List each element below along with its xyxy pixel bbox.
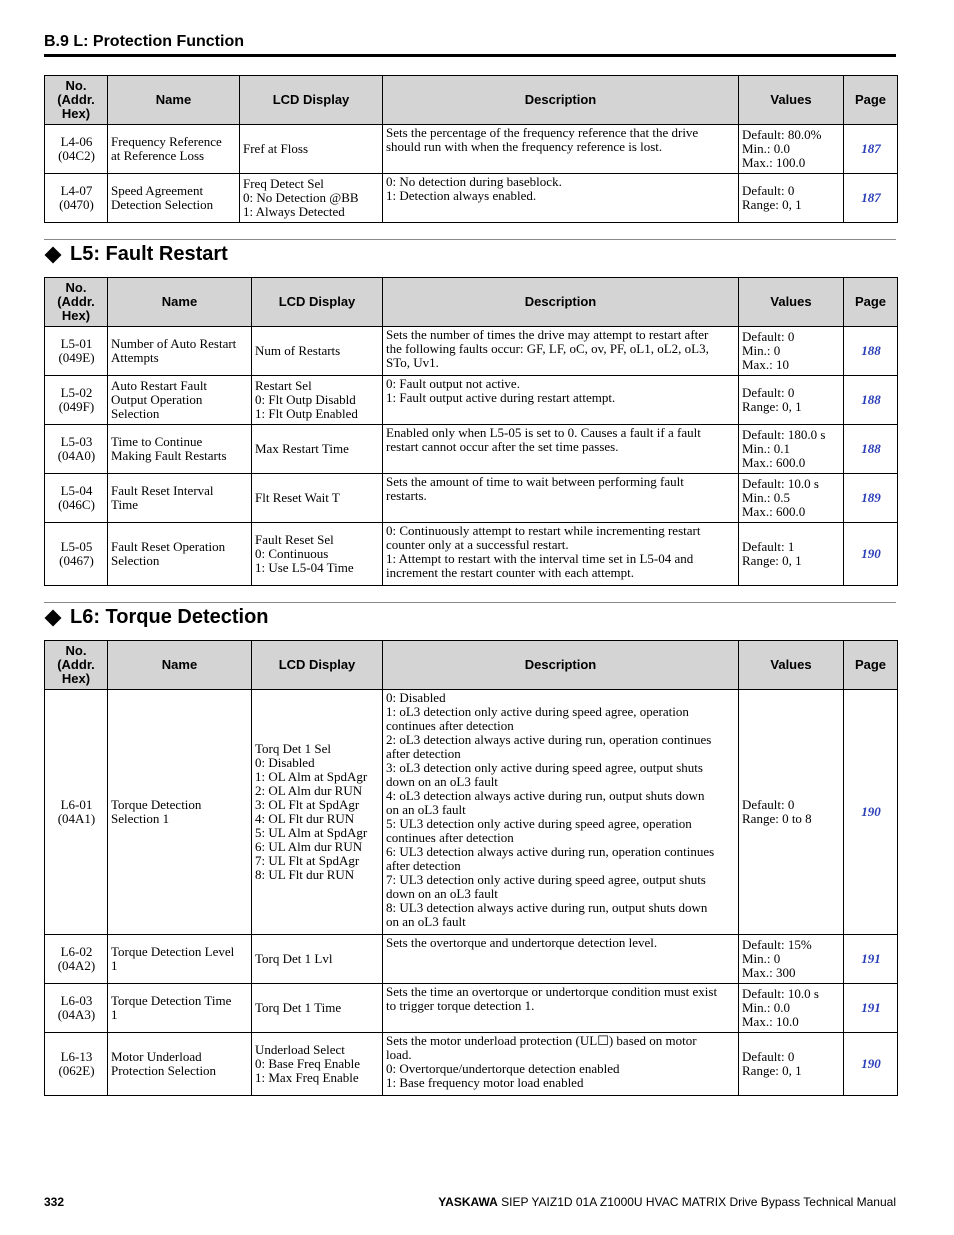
header-rule bbox=[44, 54, 896, 57]
parameter-table-l4 bbox=[44, 75, 898, 223]
values-cell: Default: 0 Range: 0 to 8 bbox=[739, 690, 844, 935]
values-cell: Default: 15% Min.: 0 Max.: 300 bbox=[739, 935, 844, 984]
page-link-cell[interactable]: 190 bbox=[844, 690, 898, 935]
values-cell: Default: 0 Range: 0, 1 bbox=[739, 1033, 844, 1096]
lcd-display-cell: Num of Restarts bbox=[252, 327, 383, 376]
lcd-display-cell: Fault Reset Sel 0: Continuous 1: Use L5-04 Time bbox=[252, 523, 383, 586]
section-heading-l6 bbox=[44, 606, 269, 629]
values-cell: Default: 10.0 s Min.: 0.5 Max.: 600.0 bbox=[739, 474, 844, 523]
table-row bbox=[45, 174, 898, 223]
param-name-cell: Speed Agreement Detection Selection bbox=[108, 174, 240, 223]
column-header-no: No. (Addr. Hex) bbox=[45, 278, 108, 327]
param-name-cell: Auto Restart Fault Output Operation Selection bbox=[108, 376, 252, 425]
column-header-no: No. (Addr. Hex) bbox=[45, 76, 108, 125]
section-title-l5: L5: Fault Restart bbox=[70, 243, 228, 265]
lcd-display-cell: Fref at Floss bbox=[240, 125, 383, 174]
table-row bbox=[45, 125, 898, 174]
page-link-cell[interactable]: 190 bbox=[844, 523, 898, 586]
page-link-cell[interactable]: 191 bbox=[844, 935, 898, 984]
values-cell: Default: 0 Min.: 0 Max.: 10 bbox=[739, 327, 844, 376]
footer-manual-title bbox=[438, 1195, 896, 1209]
table-row bbox=[45, 523, 898, 586]
description-cell: Sets the number of times the drive may attempt to restart after the following faults occur: GF, LF, oC, ov, PF, oL1, oL2, oL3, STo, Uv1. bbox=[383, 327, 739, 376]
page-link-cell[interactable]: 187 bbox=[844, 174, 898, 223]
column-header-page: Page bbox=[844, 76, 898, 125]
description-cell: 0: Continuously attempt to restart while incrementing restart counter only at a successful restart. 1: Attempt to restart with the interval time set in L5-04 and increment the restart counter with each attempt. bbox=[383, 523, 739, 586]
section-heading-l5 bbox=[44, 243, 228, 266]
section-title-l6: L6: Torque Detection bbox=[70, 606, 269, 628]
column-header-name: Name bbox=[108, 76, 240, 125]
table-row bbox=[45, 376, 898, 425]
param-name-cell: Torque Detection Selection 1 bbox=[108, 690, 252, 935]
footer-manual-name: SIEP YAIZ1D 01A Z1000U HVAC MATRIX Drive Bypass Technical Manual bbox=[497, 1195, 896, 1209]
description-cell: Sets the motor underload protection (UL☐) based on motor load. 0: Overtorque/undertorque detection enabled 1: Base frequency motor load enabled bbox=[383, 1033, 739, 1096]
column-header-lcd-display: LCD Display bbox=[252, 641, 383, 690]
lcd-display-cell: Max Restart Time bbox=[252, 425, 383, 474]
lcd-display-cell: Torq Det 1 Sel 0: Disabled 1: OL Alm at SpdAgr 2: OL Alm dur RUN 3: OL Flt at SpdAgr 4: OL Flt dur RUN 5: UL Alm at SpdAgr 6: UL Alm dur RUN 7: UL Flt at SpdAgr 8: UL Flt dur RUN bbox=[252, 690, 383, 935]
column-header-page: Page bbox=[844, 278, 898, 327]
page-link-cell[interactable]: 188 bbox=[844, 376, 898, 425]
param-number-cell: L6-13 (062E) bbox=[45, 1033, 108, 1096]
description-cell: Sets the time an overtorque or undertorque condition must exist to trigger torque detection 1. bbox=[383, 984, 739, 1033]
column-header-page: Page bbox=[844, 641, 898, 690]
page-link-cell[interactable]: 189 bbox=[844, 474, 898, 523]
section-header-title: B.9 L: Protection Function bbox=[44, 33, 244, 50]
section-divider-l5 bbox=[44, 239, 896, 240]
values-cell: Default: 180.0 s Min.: 0.1 Max.: 600.0 bbox=[739, 425, 844, 474]
column-header-values: Values bbox=[739, 278, 844, 327]
values-cell: Default: 10.0 s Min.: 0.0 Max.: 10.0 bbox=[739, 984, 844, 1033]
param-number-cell: L4-06 (04C2) bbox=[45, 125, 108, 174]
description-cell: 0: No detection during baseblock. 1: Detection always enabled. bbox=[383, 174, 739, 223]
param-number-cell: L6-01 (04A1) bbox=[45, 690, 108, 935]
param-name-cell: Fault Reset Interval Time bbox=[108, 474, 252, 523]
param-number-cell: L6-02 (04A2) bbox=[45, 935, 108, 984]
description-cell: 0: Disabled 1: oL3 detection only active during speed agree, operation continues after detection 2: oL3 detection always active during run, operation continues after detection 3: oL3 detection only active during speed agree, output shuts down on an oL3 fault 4: oL3 detection always active during run, output shuts down on an oL3 fault 5: UL3 detection only active during speed agree, operation continues after detection 6: UL3 detection always active during run, operation continues after detection 7: UL3 detection only active during speed agree, output shuts down on an oL3 fault 8: UL3 detection always active during run, output shuts down on an oL3 fault bbox=[383, 690, 739, 935]
lcd-display-cell: Underload Select 0: Base Freq Enable 1: Max Freq Enable bbox=[252, 1033, 383, 1096]
values-cell: Default: 80.0% Min.: 0.0 Max.: 100.0 bbox=[739, 125, 844, 174]
param-name-cell: Torque Detection Level 1 bbox=[108, 935, 252, 984]
values-cell: Default: 0 Range: 0, 1 bbox=[739, 174, 844, 223]
column-header-values: Values bbox=[739, 76, 844, 125]
description-cell: Enabled only when L5-05 is set to 0. Causes a fault if a fault restart cannot occur after the set time passes. bbox=[383, 425, 739, 474]
section-divider-l6 bbox=[44, 602, 896, 603]
description-cell: Sets the amount of time to wait between performing fault restarts. bbox=[383, 474, 739, 523]
param-number-cell: L5-02 (049F) bbox=[45, 376, 108, 425]
column-header-lcd-display: LCD Display bbox=[252, 278, 383, 327]
table-row bbox=[45, 935, 898, 984]
param-name-cell: Number of Auto Restart Attempts bbox=[108, 327, 252, 376]
column-header-description: Description bbox=[383, 641, 739, 690]
lcd-display-cell: Torq Det 1 Lvl bbox=[252, 935, 383, 984]
param-number-cell: L5-01 (049E) bbox=[45, 327, 108, 376]
table-row bbox=[45, 425, 898, 474]
column-header-no: No. (Addr. Hex) bbox=[45, 641, 108, 690]
page-link-cell[interactable]: 187 bbox=[844, 125, 898, 174]
param-number-cell: L5-05 (0467) bbox=[45, 523, 108, 586]
lcd-display-cell: Flt Reset Wait T bbox=[252, 474, 383, 523]
column-header-name: Name bbox=[108, 278, 252, 327]
column-header-lcd-display: LCD Display bbox=[240, 76, 383, 125]
page-link-cell[interactable]: 191 bbox=[844, 984, 898, 1033]
values-cell: Default: 0 Range: 0, 1 bbox=[739, 376, 844, 425]
diamond-bullet-icon bbox=[45, 609, 62, 626]
footer-page-number: 332 bbox=[44, 1195, 65, 1209]
footer-brand: YASKAWA bbox=[438, 1195, 498, 1209]
page-link-cell[interactable]: 188 bbox=[844, 327, 898, 376]
column-header-values: Values bbox=[739, 641, 844, 690]
table-row bbox=[45, 984, 898, 1033]
diamond-bullet-icon bbox=[45, 246, 62, 263]
page-link-cell[interactable]: 188 bbox=[844, 425, 898, 474]
lcd-display-cell: Torq Det 1 Time bbox=[252, 984, 383, 1033]
param-number-cell: L5-03 (04A0) bbox=[45, 425, 108, 474]
description-cell: 0: Fault output not active. 1: Fault output active during restart attempt. bbox=[383, 376, 739, 425]
lcd-display-cell: Freq Detect Sel 0: No Detection @BB 1: Always Detected bbox=[240, 174, 383, 223]
parameter-table-l5 bbox=[44, 277, 898, 586]
parameter-table-l6 bbox=[44, 640, 898, 1096]
table-row bbox=[45, 1033, 898, 1096]
param-name-cell: Torque Detection Time 1 bbox=[108, 984, 252, 1033]
description-cell: Sets the overtorque and undertorque detection level. bbox=[383, 935, 739, 984]
param-number-cell: L4-07 (0470) bbox=[45, 174, 108, 223]
description-cell: Sets the percentage of the frequency reference that the drive should run with when the frequency reference is lost. bbox=[383, 125, 739, 174]
values-cell: Default: 1 Range: 0, 1 bbox=[739, 523, 844, 586]
page-link-cell[interactable]: 190 bbox=[844, 1033, 898, 1096]
table-row bbox=[45, 474, 898, 523]
param-name-cell: Motor Underload Protection Selection bbox=[108, 1033, 252, 1096]
column-header-name: Name bbox=[108, 641, 252, 690]
param-name-cell: Frequency Reference at Reference Loss bbox=[108, 125, 240, 174]
param-number-cell: L6-03 (04A3) bbox=[45, 984, 108, 1033]
param-name-cell: Fault Reset Operation Selection bbox=[108, 523, 252, 586]
param-name-cell: Time to Continue Making Fault Restarts bbox=[108, 425, 252, 474]
param-number-cell: L5-04 (046C) bbox=[45, 474, 108, 523]
table-row bbox=[45, 690, 898, 935]
column-header-description: Description bbox=[383, 278, 739, 327]
column-header-description: Description bbox=[383, 76, 739, 125]
lcd-display-cell: Restart Sel 0: Flt Outp Disabld 1: Flt Outp Enabled bbox=[252, 376, 383, 425]
table-row bbox=[45, 327, 898, 376]
